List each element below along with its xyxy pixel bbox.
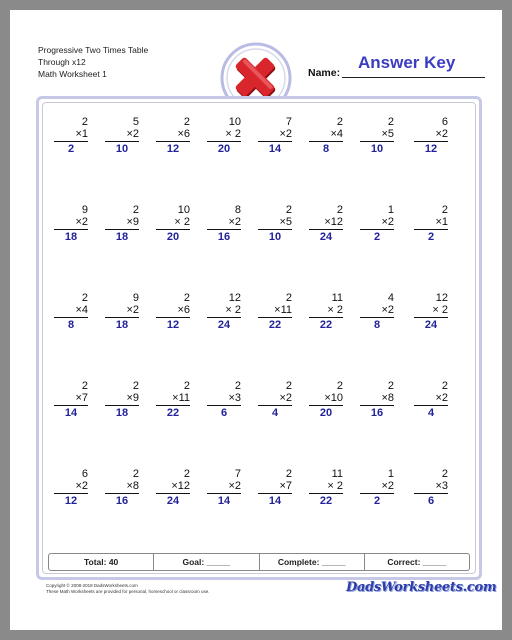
problem-multiplier: ×5 (360, 128, 394, 142)
problem-answer: 2 (67, 143, 75, 155)
problem-multiplier: ×1 (54, 128, 88, 142)
dadsworksheets-logo: DadsWorksheets.com (346, 580, 497, 595)
problem (156, 204, 190, 243)
problem-multiplier: ×3 (207, 392, 241, 406)
problem-multiplier: ×2 (105, 128, 139, 142)
problem-multiplier: × 2 (207, 304, 241, 318)
problem-answer: 18 (115, 319, 129, 331)
problem-answer: 8 (373, 319, 381, 331)
problem-multiplier: × 2 (156, 216, 190, 230)
problem-multiplicand: 2 (336, 116, 343, 128)
problem-multiplicand: 12 (435, 292, 448, 304)
problem-answer: 20 (217, 143, 231, 155)
problem-multiplicand: 2 (183, 380, 190, 392)
problem-answer: 24 (217, 319, 231, 331)
problem-answer: 14 (268, 143, 282, 155)
problem (258, 116, 292, 155)
problem-multiplier: ×2 (207, 216, 241, 230)
problem (360, 204, 394, 243)
problem (309, 380, 343, 419)
problem-multiplier: ×7 (54, 392, 88, 406)
problem-answer: 18 (64, 231, 78, 243)
problem-multiplicand: 2 (81, 292, 88, 304)
problem-multiplicand: 2 (81, 380, 88, 392)
problem-answer: 22 (319, 495, 333, 507)
problems-grid (10, 10, 502, 630)
problem-multiplicand: 1 (387, 468, 394, 480)
problem-answer: 8 (67, 319, 75, 331)
problem (258, 292, 292, 331)
problem-answer: 12 (166, 319, 180, 331)
problem (156, 116, 190, 155)
problem-multiplicand: 2 (132, 468, 139, 480)
problem-multiplier: ×7 (258, 480, 292, 494)
problem (309, 292, 343, 331)
problem-multiplier: ×2 (207, 480, 241, 494)
title-line-3: Math Worksheet 1 (38, 69, 107, 79)
title-line-1: Progressive Two Times Table (38, 45, 149, 55)
problem-multiplier: ×12 (309, 216, 343, 230)
problem-multiplicand: 2 (183, 292, 190, 304)
problem-multiplier: ×4 (54, 304, 88, 318)
problem-answer: 4 (427, 407, 435, 419)
problem-multiplicand: 1 (387, 204, 394, 216)
problem (105, 116, 139, 155)
problem-answer: 22 (319, 319, 333, 331)
problem-multiplier: ×2 (360, 304, 394, 318)
problem-multiplicand: 7 (285, 116, 292, 128)
problem-multiplicand: 10 (177, 204, 190, 216)
problem-answer: 20 (166, 231, 180, 243)
problem-multiplicand: 7 (234, 468, 241, 480)
problem-answer: 12 (64, 495, 78, 507)
problem-multiplicand: 11 (331, 292, 343, 304)
problem-answer: 24 (166, 495, 180, 507)
problem-answer: 10 (115, 143, 129, 155)
problem-multiplier: ×11 (258, 304, 292, 318)
problem-multiplier: × 2 (414, 304, 448, 318)
problem-multiplicand: 9 (81, 204, 88, 216)
problem-answer: 14 (217, 495, 231, 507)
problem (105, 292, 139, 331)
problem-multiplicand: 8 (234, 204, 241, 216)
problem (360, 380, 394, 419)
problem-multiplier: ×2 (54, 480, 88, 494)
problem-answer: 22 (268, 319, 282, 331)
problem-multiplicand: 9 (132, 292, 139, 304)
problem-answer: 8 (322, 143, 330, 155)
problem-multiplicand: 2 (285, 468, 292, 480)
problem-multiplier: × 2 (207, 128, 241, 142)
problem-multiplier: ×3 (414, 480, 448, 494)
copyright-line-2: These Math Worksheets are provided for personal, homeschool or classroom use. (46, 589, 210, 594)
problem-multiplicand: 2 (441, 204, 448, 216)
problem-answer: 22 (166, 407, 180, 419)
title-line-2: Through x12 (38, 57, 86, 67)
problem-multiplier: ×6 (156, 128, 190, 142)
problem-answer: 18 (115, 407, 129, 419)
copyright-notice (46, 583, 210, 595)
problem-multiplier: ×5 (258, 216, 292, 230)
worksheet-page (10, 10, 502, 630)
problem (414, 204, 448, 243)
problem-multiplier: ×2 (414, 392, 448, 406)
total-cell: Total: 40 (49, 554, 154, 570)
problem-multiplier: × 2 (309, 480, 343, 494)
problem-multiplier: ×2 (360, 216, 394, 230)
problem-answer: 2 (373, 231, 381, 243)
problem-answer: 16 (217, 231, 231, 243)
problem-multiplier: ×12 (156, 480, 190, 494)
problem-multiplier: ×9 (105, 216, 139, 230)
problem-multiplicand: 2 (132, 380, 139, 392)
problem-answer: 20 (319, 407, 333, 419)
problem (258, 380, 292, 419)
problem-multiplier: ×2 (258, 128, 292, 142)
problem-multiplicand: 2 (183, 468, 190, 480)
problem (156, 468, 190, 507)
problem (309, 204, 343, 243)
problem-answer: 14 (64, 407, 78, 419)
problem-multiplicand: 2 (81, 116, 88, 128)
problem (207, 204, 241, 243)
score-bar (48, 553, 470, 571)
problem (360, 116, 394, 155)
problem-answer: 2 (373, 495, 381, 507)
problem-multiplier: ×11 (156, 392, 190, 406)
problem (54, 380, 88, 419)
problem-multiplier: ×8 (360, 392, 394, 406)
problem (414, 468, 448, 507)
problem-multiplier: ×6 (156, 304, 190, 318)
problem-answer: 6 (427, 495, 435, 507)
answer-key-text: Answer Key (358, 53, 456, 72)
problem (360, 468, 394, 507)
problem-answer: 24 (319, 231, 333, 243)
problem-multiplier: ×2 (414, 128, 448, 142)
problem-answer: 10 (370, 143, 384, 155)
problem (207, 116, 241, 155)
problem (54, 292, 88, 331)
problem-answer: 14 (268, 495, 282, 507)
problem-answer: 24 (424, 319, 438, 331)
problem-multiplicand: 6 (441, 116, 448, 128)
problem-multiplier: ×8 (105, 480, 139, 494)
problem-multiplicand: 2 (285, 380, 292, 392)
problem-multiplicand: 6 (81, 468, 88, 480)
correct-cell[interactable]: Correct: _____ (387, 557, 447, 567)
problem-multiplicand: 2 (132, 204, 139, 216)
problem-multiplier: ×2 (360, 480, 394, 494)
problem (207, 380, 241, 419)
problem-answer: 6 (220, 407, 228, 419)
problem-multiplier: ×2 (105, 304, 139, 318)
problem (156, 380, 190, 419)
problem-answer: 16 (115, 495, 129, 507)
complete-cell[interactable]: Complete: _____ (260, 554, 365, 570)
problem-answer: 16 (370, 407, 384, 419)
problem (105, 204, 139, 243)
problem (360, 292, 394, 331)
problem-multiplicand: 2 (441, 380, 448, 392)
problem (207, 292, 241, 331)
problem (414, 292, 448, 331)
problem (105, 380, 139, 419)
problem-multiplicand: 2 (387, 116, 394, 128)
problem (105, 468, 139, 507)
problem (258, 204, 292, 243)
problem (414, 116, 448, 155)
problem-multiplicand: 2 (183, 116, 190, 128)
problem-multiplicand: 2 (387, 380, 394, 392)
problem-multiplier: ×9 (105, 392, 139, 406)
problem-multiplier: ×2 (258, 392, 292, 406)
problem-multiplicand: 10 (228, 116, 241, 128)
problem-multiplicand: 5 (132, 116, 139, 128)
problem-multiplicand: 2 (285, 204, 292, 216)
problem-answer: 18 (115, 231, 129, 243)
problem-multiplicand: 2 (234, 380, 241, 392)
problem (258, 468, 292, 507)
problem-multiplier: ×10 (309, 392, 343, 406)
problem-multiplier: × 2 (309, 304, 343, 318)
problem (54, 204, 88, 243)
problem (156, 292, 190, 331)
copyright-line-1: Copyright © 2008-2018 DadsWorksheets.com (46, 583, 138, 588)
problem-answer: 4 (271, 407, 279, 419)
problem-answer: 2 (427, 231, 435, 243)
problem-answer: 10 (268, 231, 282, 243)
problem-multiplicand: 12 (228, 292, 241, 304)
problem (309, 468, 343, 507)
problem-multiplicand: 2 (336, 380, 343, 392)
problem (309, 116, 343, 155)
problem (207, 468, 241, 507)
problem-multiplier: ×4 (309, 128, 343, 142)
problem-multiplicand: 2 (285, 292, 292, 304)
problem-multiplicand: 11 (331, 468, 343, 480)
problem-answer: 12 (166, 143, 180, 155)
problem (54, 116, 88, 155)
problem-multiplicand: 4 (387, 292, 394, 304)
problem (414, 380, 448, 419)
problem-multiplicand: 2 (441, 468, 448, 480)
problem-multiplier: ×2 (54, 216, 88, 230)
goal-cell[interactable]: Goal: _____ (154, 554, 259, 570)
problem-multiplicand: 2 (336, 204, 343, 216)
problem-answer: 12 (424, 143, 438, 155)
problem-multiplier: ×1 (414, 216, 448, 230)
name-label: Name: (308, 67, 341, 79)
problem (54, 468, 88, 507)
